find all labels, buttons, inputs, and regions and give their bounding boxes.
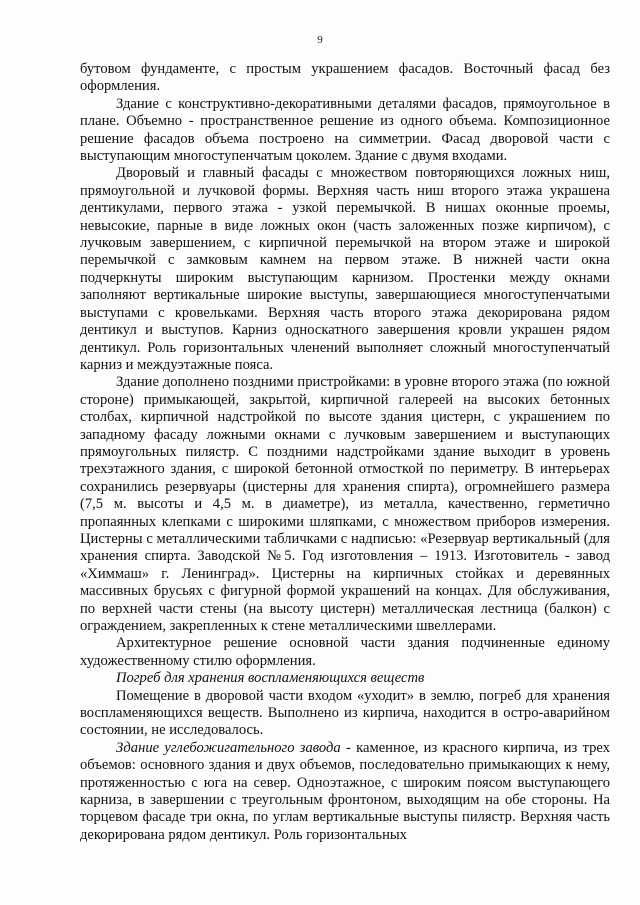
paragraph-lead-text: - каменное, из красного кирпича, из трех объемов: основного здания и двух объемов, последовательно примыкающих к нему, протяженностью с юга на север. Одноэтажное, с широким поясом выступающего карниза, в завершении с треугольным фронтоном, выходящим на обе стороны. На торцевом фасаде три окна, по углам вертикальные выступы пилястр. Верхняя часть декорирована рядом дентикул. Роль горизонтальных — [80, 739, 610, 843]
paragraph-lead-title: Здание углебожигательного завода — [116, 739, 341, 756]
paragraph-continuation: бутовом фундаменте, с простым украшением фасадов. Восточный фасад без оформления. — [80, 61, 610, 95]
paragraph-extensions: Здание дополнено поздними пристройками: в уровне второго этажа (по южной стороне) примыкающей, закрытой, кирпичной галереей на высоких бетонных столбах, кирпичной надстройкой по высоте здания цистерн, с украшением по западному фасаду ложными окнами с лучковым завершением и выступающих прямоугольных пилястр. С поздними надстройками здание выходит в уровень трехэтажного здания, с широкой бетонной отмосткой по периметру. В интерьерах сохранились резервуары (цистерны для хранения спирта), огромнейшего размера (7,5 м. высоты и 4,5 м. в диаметре), из металла, качественно, герметично пропаянных клепками с широкими шляпками, с множеством приборов измерения. Цистерны с металлическими табличками с надписью: «Резервуар вертикальный (для хранения спирта. Заводской №5. Год изготовления – 1913. Изготовитель - завод «Химмаш» г. Ленинград». Цистерны на кирпичных стойках и деревянных массивных брусьях с фигурной формой украшений на концах. Для обслуживания, по верхней части стены (на высоту цистерн) металлическая лестница (балкон) с ограждением, закрепленных к стене металлическими швеллерами. — [80, 374, 610, 634]
page-number: 9 — [317, 34, 323, 46]
paragraph-charcoal-plant — [80, 740, 610, 844]
paragraph-building-description: Здание с конструктивно-декоративными деталями фасадов, прямоугольное в плане. Объемно - пространственное решение из одного объема. Композиционное решение фасадов объема построено на симметрии. Фасад дворовой части с выступающим многоступенчатым цоколем. Здание с двумя входами. — [80, 95, 610, 165]
document-body — [80, 61, 610, 844]
paragraph-cellar: Помещение в дворовой части входом «уходит» в землю, погреб для хранения воспламеняющихся веществ. Выполнено из кирпича, находится в остро-аварийном состоянии, не исследовалось. — [80, 687, 610, 739]
paragraph-architectural-solution: Архитектурное решение основной части здания подчиненные единому художественному стилю оформления. — [80, 635, 610, 669]
paragraph-facades: Дворовый и главный фасады с множеством повторяющихся ложных ниш, прямоугольной и лучковой формы. Верхняя часть ниш второго этажа украшена дентикулами, первого этажа - узкой перемычкой. В нишах оконные проемы, невысокие, парные в виде ложных окон (часть заложенных позже кирпичом), с лучковым завершением, с кирпичной перемычкой на втором этаже и широкой перемычкой с замковым камнем на первом этаже. В нижней части окна подчеркнуты широким выступающим карнизом. Простенки между окнами заполняют вертикальные широкие выступы, завершающиеся многоступенчатыми выступами с кровельками. Верхняя часть второго этажа декорирована рядом дентикул и выступов. Карниз односкатного завершения кровли украшен рядом дентикул. Роль горизонтальных членений выполняет сложный многоступенчатый карниз и междуэтажные пояса. — [80, 165, 610, 373]
section-heading: Погреб для хранения воспламеняющихся веществ — [116, 670, 425, 687]
